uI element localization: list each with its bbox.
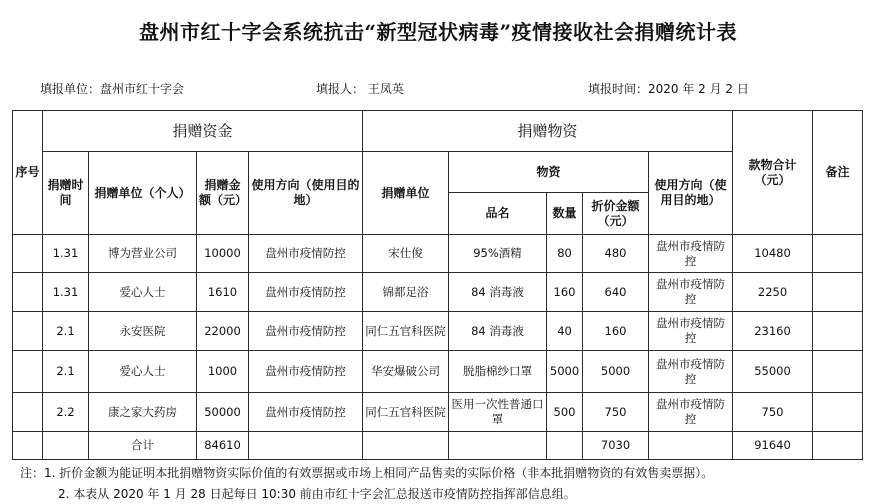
header-fund-purpose: 使用方向（使用目的地） bbox=[249, 152, 363, 235]
cell-total: 55000 bbox=[733, 351, 813, 393]
cell-seq bbox=[13, 351, 43, 393]
header-remark: 备注 bbox=[813, 111, 863, 235]
totals-goods-value: 7030 bbox=[583, 432, 649, 460]
cell-date: 2.1 bbox=[43, 312, 89, 351]
cell-purpose: 盘州市疫情防控 bbox=[249, 273, 363, 312]
table-row bbox=[13, 351, 863, 393]
cell-remark bbox=[813, 235, 863, 273]
cell-goods-donor: 锦都足浴 bbox=[363, 273, 449, 312]
donation-table bbox=[12, 110, 863, 460]
header-funds-group: 捐赠资金 bbox=[43, 111, 363, 152]
cell-date: 1.31 bbox=[43, 235, 89, 273]
page-title: 盘州市红十字会系统抗击“新型冠状病毒”疫情接收社会捐赠统计表 bbox=[138, 20, 737, 44]
footnote-2: 2. 本表从 2020 年 1 月 28 日起每日 10:30 前由市红十字会汇总报送市疫情防控指挥部信息组。 bbox=[58, 487, 576, 501]
cell-goods-value: 480 bbox=[583, 235, 649, 273]
cell-goods-donor: 同仁五官科医院 bbox=[363, 312, 449, 351]
cell-purpose: 盘州市疫情防控 bbox=[249, 312, 363, 351]
cell-goods-qty: 40 bbox=[547, 312, 583, 351]
cell-date: 2.2 bbox=[43, 393, 89, 432]
header-total: 款物合计（元） bbox=[733, 111, 813, 235]
cell-purpose: 盘州市疫情防控 bbox=[249, 393, 363, 432]
cell-donor: 爱心人士 bbox=[89, 273, 197, 312]
cell-goods-donor: 同仁五官科医院 bbox=[363, 393, 449, 432]
cell-date: 2.1 bbox=[43, 351, 89, 393]
cell-goods-donor: 华安爆破公司 bbox=[363, 351, 449, 393]
footnote-1: 注：1. 折价金额为能证明本批捐赠物资实际价值的有效票据或市场上相同产品售卖的实际价格（非本批捐赠物资的有效售卖票据）。 bbox=[20, 466, 714, 480]
cell-goods-purpose: 盘州市疫情防控 bbox=[649, 273, 733, 312]
header-fund-date: 捐赠时间 bbox=[43, 152, 89, 235]
cell-remark bbox=[813, 312, 863, 351]
cell-goods-qty: 80 bbox=[547, 235, 583, 273]
cell-seq bbox=[13, 273, 43, 312]
cell-goods-donor: 宋仕俊 bbox=[363, 235, 449, 273]
header-goods-name: 品名 bbox=[449, 193, 547, 235]
header-goods-purpose: 使用方向（使用目的地） bbox=[649, 152, 733, 235]
header-fund-donor: 捐赠单位（个人） bbox=[89, 152, 197, 235]
cell-goods-value: 160 bbox=[583, 312, 649, 351]
cell-total: 750 bbox=[733, 393, 813, 432]
cell-goods-name: 脱脂棉纱口罩 bbox=[449, 351, 547, 393]
cell-purpose: 盘州市疫情防控 bbox=[249, 235, 363, 273]
cell-goods-purpose: 盘州市疫情防控 bbox=[649, 393, 733, 432]
header-fund-amount: 捐赠金额（元） bbox=[197, 152, 249, 235]
cell-amount: 1610 bbox=[197, 273, 249, 312]
cell-goods-value: 5000 bbox=[583, 351, 649, 393]
totals-amount: 84610 bbox=[197, 432, 249, 460]
cell-remark bbox=[813, 351, 863, 393]
cell-date: 1.31 bbox=[43, 273, 89, 312]
cell-goods-qty: 5000 bbox=[547, 351, 583, 393]
header-goods: 物资 bbox=[449, 152, 649, 193]
cell-amount: 50000 bbox=[197, 393, 249, 432]
cell-remark bbox=[813, 393, 863, 432]
cell-goods-purpose: 盘州市疫情防控 bbox=[649, 351, 733, 393]
cell-goods-value: 750 bbox=[583, 393, 649, 432]
cell-amount: 10000 bbox=[197, 235, 249, 273]
cell-goods-value: 640 bbox=[583, 273, 649, 312]
cell-total: 10480 bbox=[733, 235, 813, 273]
cell-seq bbox=[13, 312, 43, 351]
cell-donor: 康之家大药房 bbox=[89, 393, 197, 432]
cell-donor: 永安医院 bbox=[89, 312, 197, 351]
cell-donor: 爱心人士 bbox=[89, 351, 197, 393]
cell-purpose: 盘州市疫情防控 bbox=[249, 351, 363, 393]
cell-remark bbox=[813, 273, 863, 312]
cell-goods-qty: 160 bbox=[547, 273, 583, 312]
totals-total: 91640 bbox=[733, 432, 813, 460]
reporting-unit: 填报单位：盘州市红十字会 bbox=[40, 82, 185, 96]
cell-goods-qty: 500 bbox=[547, 393, 583, 432]
table-row bbox=[13, 312, 863, 351]
cell-total: 23160 bbox=[733, 312, 813, 351]
totals-label: 合计 bbox=[89, 432, 197, 460]
header-seq: 序号 bbox=[13, 111, 43, 235]
cell-amount: 1000 bbox=[197, 351, 249, 393]
cell-goods-name: 医用一次性普通口罩 bbox=[449, 393, 547, 432]
cell-goods-purpose: 盘州市疫情防控 bbox=[649, 312, 733, 351]
table-row bbox=[13, 235, 863, 273]
header-goods-value: 折价金额（元） bbox=[583, 193, 649, 235]
cell-seq bbox=[13, 235, 43, 273]
header-goods-qty: 数量 bbox=[547, 193, 583, 235]
table-row bbox=[13, 273, 863, 312]
totals-row bbox=[13, 432, 863, 460]
cell-seq bbox=[13, 393, 43, 432]
cell-goods-purpose: 盘州市疫情防控 bbox=[649, 235, 733, 273]
cell-total: 2250 bbox=[733, 273, 813, 312]
reporter: 填报人： 王凤英 bbox=[316, 82, 404, 96]
header-goods-donor: 捐赠单位 bbox=[363, 152, 449, 235]
report-date: 填报时间：2020 年 2 月 2 日 bbox=[588, 82, 749, 96]
header-goods-group: 捐赠物资 bbox=[363, 111, 733, 152]
cell-goods-name: 84 消毒液 bbox=[449, 273, 547, 312]
cell-donor: 博为营业公司 bbox=[89, 235, 197, 273]
cell-goods-name: 95%酒精 bbox=[449, 235, 547, 273]
table-row bbox=[13, 393, 863, 432]
cell-goods-name: 84 消毒液 bbox=[449, 312, 547, 351]
cell-amount: 22000 bbox=[197, 312, 249, 351]
